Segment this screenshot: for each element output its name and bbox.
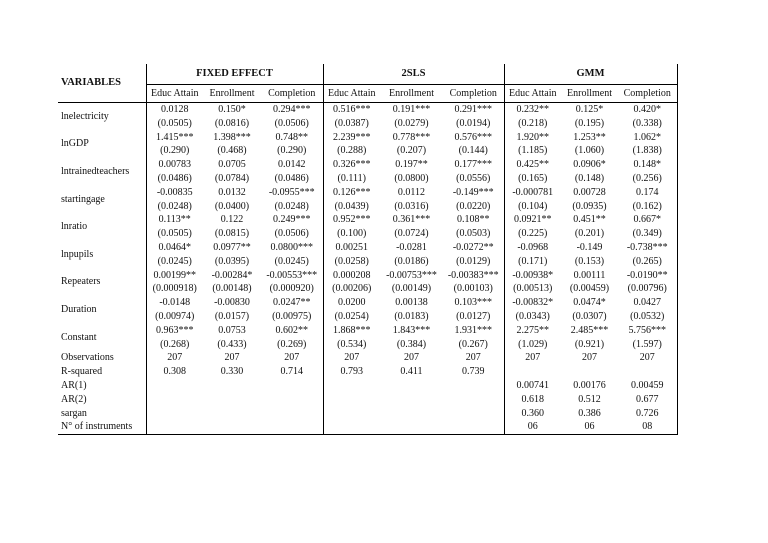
coefficient-cell: 0.294***: [261, 103, 323, 117]
table-row: [58, 255, 677, 269]
coefficient-cell: -0.149: [576, 241, 603, 253]
std-error-cell: (0.0245): [146, 255, 203, 269]
table-row: [58, 269, 677, 283]
coefficient-cell: 0.150*: [203, 103, 261, 117]
table-row: [58, 200, 677, 214]
table-row: [58, 296, 677, 310]
statistic-cell: 06: [504, 420, 561, 434]
coefficient-cell: 0.113**: [146, 213, 203, 227]
statistic-cell: [261, 379, 323, 393]
coefficient-cell: 0.00783: [146, 158, 203, 172]
coefficient-cell: 0.191***: [380, 103, 443, 117]
coefficient-cell: 0.177***: [454, 159, 492, 171]
statistic-cell: [561, 365, 618, 379]
statistic-cell: 0.330: [220, 366, 244, 378]
std-error-cell: (0.225): [504, 227, 561, 241]
column-header: Educ Attain: [504, 85, 561, 103]
variable-label: Duration: [61, 304, 97, 316]
coefficient-cell: -0.00830: [214, 297, 250, 309]
statistic-cell: [261, 393, 323, 407]
std-error-cell: (0.0506): [274, 117, 309, 129]
coefficient-cell: 1.415***: [146, 131, 203, 145]
variable-label: startingage: [61, 193, 105, 205]
std-error-cell: (0.0816): [214, 117, 250, 129]
coefficient-cell: 1.868***: [323, 324, 380, 338]
coefficient-cell: 0.0128: [146, 103, 203, 117]
coefficient-cell: 0.0977**: [213, 241, 251, 253]
std-error-cell: (1.029): [504, 338, 561, 352]
column-header: Enrollment: [561, 85, 618, 103]
std-error-cell: (0.0220): [456, 200, 491, 212]
std-error-cell: (0.171): [504, 255, 561, 269]
statistic-cell: 0.793: [323, 365, 380, 379]
table-row: [58, 420, 677, 434]
coefficient-cell: 0.0142: [278, 159, 306, 171]
coefficient-cell: -0.0148: [146, 296, 203, 310]
coefficient-cell: 0.0921**: [504, 213, 561, 227]
table-row: [58, 103, 677, 117]
coefficient-cell: 0.0200: [323, 296, 380, 310]
coefficient-cell: 0.516***: [323, 103, 380, 117]
std-error-cell: (0.0387): [323, 117, 380, 131]
coefficient-cell: 0.451**: [573, 214, 606, 226]
coefficient-cell: -0.0968: [504, 241, 561, 255]
coefficient-cell: -0.738***: [618, 241, 677, 255]
std-error-cell: (0.00796): [618, 282, 677, 296]
std-error-cell: (0.290): [146, 144, 203, 158]
std-error-cell: (0.0307): [572, 310, 607, 322]
std-error-cell: (0.195): [574, 117, 605, 129]
coefficient-cell: 0.576***: [454, 131, 492, 143]
std-error-cell: (0.0439): [323, 200, 380, 214]
coefficient-cell: 0.425**: [504, 158, 561, 172]
coefficient-cell: 0.174: [618, 186, 677, 200]
coefficient-cell: 1.398***: [213, 131, 251, 143]
std-error-cell: (0.433): [217, 338, 247, 350]
statistic-cell: 0.360: [504, 407, 561, 421]
statistic-cell: 0.00176: [573, 379, 606, 391]
statistic-cell: 207: [504, 351, 561, 365]
column-header: Educ Attain: [323, 85, 380, 103]
table-row: [58, 213, 677, 227]
statistic-cell: [203, 379, 261, 393]
coefficient-cell: -0.000781: [504, 186, 561, 200]
statistic-cell: [203, 393, 261, 407]
std-error-cell: (0.0186): [394, 255, 429, 267]
statistic-cell: 0.726: [618, 407, 677, 421]
table-row: [58, 324, 677, 338]
std-error-cell: (0.0248): [274, 200, 309, 212]
coefficient-cell: 1.843***: [392, 324, 431, 336]
std-error-cell: (0.000920): [269, 283, 314, 295]
std-error-cell: (0.0486): [274, 172, 309, 184]
std-error-cell: (0.000918): [146, 282, 203, 296]
coefficient-cell: 0.00199**: [146, 269, 203, 283]
std-error-cell: (0.0505): [146, 117, 203, 131]
std-error-cell: (0.534): [323, 338, 380, 352]
coefficient-cell: -0.00753***: [386, 269, 437, 281]
std-error-cell: (0.165): [504, 172, 561, 186]
statistic-cell: [443, 393, 504, 407]
statistic-cell: 0.411: [400, 366, 423, 378]
variable-label: lnGDP: [61, 138, 89, 150]
coefficient-cell: 0.602**: [275, 324, 308, 336]
std-error-cell: (0.384): [396, 338, 427, 350]
statistic-label: N° of instruments: [58, 420, 146, 434]
coefficient-cell: -0.00284*: [211, 269, 253, 281]
std-error-cell: (1.185): [504, 144, 561, 158]
coefficient-cell: 1.062*: [618, 131, 677, 145]
statistic-cell: 207: [146, 351, 203, 365]
coefficient-cell: 0.0753: [218, 324, 246, 336]
coefficient-cell: 2.485***: [570, 324, 609, 336]
coefficient-cell: 0.420*: [618, 103, 677, 117]
coefficient-cell: 0.291***: [443, 103, 504, 117]
statistic-cell: [380, 393, 443, 407]
std-error-cell: (0.0258): [323, 255, 380, 269]
std-error-cell: (0.0129): [456, 255, 491, 267]
statistic-cell: 0.739: [462, 366, 485, 378]
coefficient-cell: -0.0281: [396, 241, 427, 253]
table-row: [58, 227, 677, 241]
coefficient-cell: 0.000208: [323, 269, 380, 283]
coefficient-cell: 0.125*: [561, 103, 618, 117]
std-error-cell: (0.111): [323, 172, 380, 186]
std-error-cell: (0.207): [396, 145, 427, 157]
std-error-cell: (1.838): [618, 144, 677, 158]
std-error-cell: (0.0395): [214, 255, 250, 267]
std-error-cell: (0.288): [323, 144, 380, 158]
coefficient-cell: 0.0906*: [573, 159, 606, 171]
coefficient-cell: 0.0474*: [573, 297, 606, 309]
coefficient-cell: 0.108**: [457, 214, 490, 226]
std-error-cell: (0.0935): [572, 200, 607, 212]
std-error-cell: (0.0194): [456, 117, 491, 129]
coefficient-cell: 0.122: [220, 214, 244, 226]
coefficient-cell: 0.00728: [573, 186, 606, 198]
statistic-cell: [261, 420, 323, 434]
std-error-cell: (0.349): [618, 227, 677, 241]
column-header: Educ Attain: [146, 85, 203, 103]
statistic-cell: [323, 393, 380, 407]
statistic-label: R-squared: [61, 366, 103, 378]
coefficient-cell: -0.0955***: [268, 186, 315, 198]
statistic-cell: [618, 365, 677, 379]
statistic-cell: [323, 407, 380, 421]
coefficient-cell: 0.963***: [146, 324, 203, 338]
std-error-cell: (0.0486): [146, 172, 203, 186]
statistic-cell: 207: [618, 351, 677, 365]
statistic-cell: 0.386: [578, 407, 601, 419]
statistic-cell: 0.618: [504, 393, 561, 407]
statistic-cell: 207: [465, 352, 481, 364]
coefficient-cell: 0.197**: [395, 159, 428, 171]
table-row: [58, 158, 677, 172]
variable-label: Repeaters: [61, 276, 101, 288]
coefficient-cell: 0.00138: [395, 297, 428, 309]
statistic-cell: [443, 379, 504, 393]
statistic-cell: 0.714: [280, 366, 303, 378]
coefficient-cell: 0.952***: [323, 213, 380, 227]
statistic-cell: 08: [618, 420, 677, 434]
coefficient-cell: -0.0272**: [452, 241, 494, 253]
table-row: [58, 351, 677, 365]
statistic-cell: [380, 379, 443, 393]
column-header: Completion: [261, 85, 323, 103]
coefficient-cell: 0.0112: [397, 186, 426, 198]
coefficient-cell: 5.756***: [618, 324, 677, 338]
variable-label: lnpupils: [61, 248, 94, 260]
std-error-cell: (0.0183): [394, 310, 429, 322]
coefficient-cell: 0.0800***: [270, 241, 313, 253]
statistic-cell: [323, 420, 380, 434]
statistic-cell: [323, 379, 380, 393]
variable-label: lnelectricity: [58, 103, 146, 131]
std-error-cell: (0.0503): [456, 228, 491, 240]
table-row: [58, 172, 677, 186]
column-header: Completion: [443, 85, 504, 103]
std-error-cell: (0.0248): [146, 200, 203, 214]
coefficient-cell: 0.0427: [618, 296, 677, 310]
table-row: [58, 131, 677, 145]
coefficient-cell: 2.239***: [323, 131, 380, 145]
variables-header: VARIABLES: [58, 64, 146, 103]
coefficient-cell: -0.00832*: [504, 296, 561, 310]
statistic-cell: 207: [284, 352, 300, 364]
variable-label: Constant: [61, 331, 97, 343]
coefficient-cell: -0.00383***: [447, 269, 499, 281]
statistic-cell: 207: [323, 351, 380, 365]
coefficient-cell: 1.253**: [573, 131, 606, 143]
statistic-cell: [203, 420, 261, 434]
std-error-cell: (0.0157): [214, 310, 250, 322]
coefficient-cell: 0.748**: [275, 131, 308, 143]
statistic-cell: [443, 420, 504, 434]
statistic-cell: 0.308: [146, 365, 203, 379]
group-header-2sls: 2SLS: [323, 64, 504, 85]
statistic-cell: [203, 407, 261, 421]
std-error-cell: (0.100): [323, 227, 380, 241]
variable-label: lnratio: [61, 221, 88, 233]
coefficient-cell: -0.00835: [146, 186, 203, 200]
std-error-cell: (0.256): [618, 172, 677, 186]
coefficient-cell: 0.249***: [273, 214, 311, 226]
std-error-cell: (0.0724): [394, 228, 429, 240]
std-error-cell: (0.00974): [146, 310, 203, 324]
table-row: [58, 407, 677, 421]
std-error-cell: (0.0815): [214, 228, 250, 240]
statistic-cell: 207: [224, 352, 240, 364]
coefficient-cell: 0.103***: [454, 297, 492, 309]
statistic-cell: [146, 420, 203, 434]
table-row: [58, 393, 677, 407]
coefficient-cell: 0.361***: [392, 214, 431, 226]
std-error-cell: (0.267): [458, 338, 488, 350]
statistic-cell: [504, 365, 561, 379]
std-error-cell: (0.0505): [146, 227, 203, 241]
std-error-cell: (0.468): [217, 145, 247, 157]
table-row: [58, 241, 677, 255]
coefficient-cell: -0.00938*: [504, 269, 561, 283]
statistic-cell: 0.00741: [504, 379, 561, 393]
coefficient-cell: 0.326***: [323, 158, 380, 172]
column-header: Enrollment: [203, 85, 261, 103]
std-error-cell: (0.0316): [394, 200, 429, 212]
coefficient-cell: -0.149***: [452, 186, 494, 198]
coefficient-cell: 0.0132: [218, 186, 246, 198]
coefficient-cell: 0.00251: [323, 241, 380, 255]
statistic-cell: [443, 407, 504, 421]
statistic-cell: 0.677: [618, 393, 677, 407]
statistic-cell: [261, 407, 323, 421]
statistic-label: Observations: [61, 352, 114, 364]
coefficient-cell: 2.275**: [504, 324, 561, 338]
std-error-cell: (0.00459): [569, 283, 610, 295]
std-error-cell: (0.00148): [212, 283, 252, 295]
coefficient-cell: 0.232**: [504, 103, 561, 117]
std-error-cell: (0.00975): [272, 310, 312, 322]
std-error-cell: (0.00206): [323, 282, 380, 296]
std-error-cell: (0.921): [574, 338, 605, 350]
table-row: [58, 338, 677, 352]
table-row: [58, 365, 677, 379]
statistic-cell: [146, 407, 203, 421]
table-row: [58, 186, 677, 200]
std-error-cell: (0.153): [574, 255, 605, 267]
group-header-gmm: GMM: [504, 64, 677, 85]
table-row: [58, 379, 677, 393]
std-error-cell: (0.144): [458, 145, 488, 157]
std-error-cell: (0.0245): [274, 255, 309, 267]
coefficient-cell: 1.931***: [454, 324, 492, 336]
std-error-cell: (1.597): [618, 338, 677, 352]
std-error-cell: (0.338): [618, 117, 677, 131]
std-error-cell: (0.00513): [504, 282, 561, 296]
statistic-label: AR(1): [61, 379, 87, 391]
coefficient-cell: -0.00553***: [266, 269, 318, 281]
statistic-cell: 0.00459: [618, 379, 677, 393]
std-error-cell: (0.00103): [453, 283, 493, 295]
coefficient-cell: 0.0247**: [273, 297, 311, 309]
std-error-cell: (0.218): [504, 117, 561, 131]
std-error-cell: (0.0506): [274, 228, 309, 240]
std-error-cell: (0.268): [146, 338, 203, 352]
statistic-cell: 207: [582, 352, 597, 364]
std-error-cell: (0.0784): [214, 172, 250, 184]
std-error-cell: (0.0343): [504, 310, 561, 324]
table-body: [58, 103, 677, 435]
statistic-cell: [380, 407, 443, 421]
statistic-cell: 207: [404, 352, 419, 364]
coefficient-cell: -0.0190**: [618, 269, 677, 283]
coefficient-cell: 1.920**: [504, 131, 561, 145]
std-error-cell: (1.060): [574, 145, 605, 157]
statistic-cell: [146, 379, 203, 393]
coefficient-cell: 0.0464*: [146, 241, 203, 255]
column-header: Completion: [618, 85, 677, 103]
coefficient-cell: 0.00111: [573, 269, 606, 281]
variable-label: lntrainedteachers: [61, 166, 130, 178]
std-error-cell: (0.0400): [214, 200, 250, 212]
table-row: [58, 282, 677, 296]
std-error-cell: (0.162): [618, 200, 677, 214]
statistic-cell: 0.512: [578, 393, 601, 405]
std-error-cell: (0.0532): [618, 310, 677, 324]
std-error-cell: (0.00149): [391, 283, 432, 295]
std-error-cell: (0.0800): [394, 172, 429, 184]
std-error-cell: (0.0556): [456, 172, 491, 184]
std-error-cell: (0.0279): [394, 117, 429, 129]
std-error-cell: (0.201): [574, 228, 605, 240]
std-error-cell: (0.104): [504, 200, 561, 214]
std-error-cell: (0.265): [618, 255, 677, 269]
statistic-cell: [380, 420, 443, 434]
statistic-label: sargan: [61, 407, 87, 419]
coefficient-cell: 0.0705: [218, 159, 246, 171]
std-error-cell: (0.0254): [323, 310, 380, 324]
coefficient-cell: 0.148*: [618, 158, 677, 172]
statistic-cell: [146, 393, 203, 407]
coefficient-cell: 0.126***: [323, 186, 380, 200]
statistic-label: AR(2): [61, 393, 87, 405]
std-error-cell: (0.0127): [456, 310, 491, 322]
group-header-fixed-effect: FIXED EFFECT: [146, 64, 323, 85]
regression-results-table: [58, 64, 678, 435]
table-row: [58, 310, 677, 324]
std-error-cell: (0.290): [277, 145, 307, 157]
table-row: [58, 117, 677, 131]
std-error-cell: (0.269): [277, 338, 307, 350]
coefficient-cell: 0.778***: [392, 131, 431, 143]
table-row: [58, 144, 677, 158]
column-header: Enrollment: [380, 85, 443, 103]
statistic-cell: 06: [561, 420, 618, 434]
coefficient-cell: 0.667*: [618, 213, 677, 227]
std-error-cell: (0.148): [574, 172, 605, 184]
